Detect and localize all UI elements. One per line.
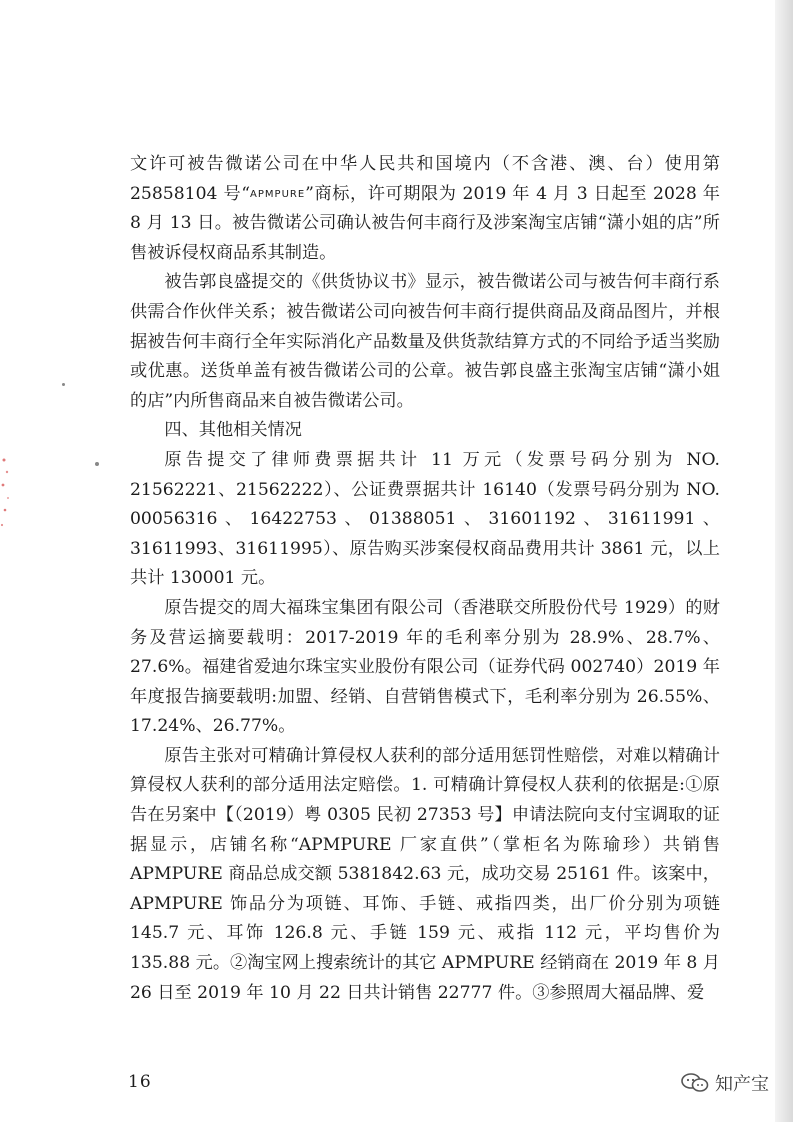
paragraph-damages-claim: 原告主张对可精确计算侵权人获利的部分适用惩罚性赔偿，对难以精确计算侵权人获利的部分适用法定赔偿。1. 可精确计算侵权人获利的依据是:①原告在另案中【（2019）粤 0305 民初 27353 号】申请法院向支付宝调取的证据显示，店铺名称“APMPURE 厂家直供”（掌柜名为陈瑜珍）共销售 APMPURE 商品总成交额 5381842.63 元，成功交易 25161 件。该案中，APMPURE 饰品分为项链、耳饰、手链、戒指四类，出厂价分别为项链 145.7 元、耳饰 126.8 元、手链 159 元、戒指 112 元，平均售价为 135.88 元。②淘宝网上搜索统计的其它 APMPURE 经销商在 2019 年 8 月 26 日至 2019 年 10 月 22 日共计销售 22777 件。③参照周大福品牌、爱	[130, 745, 720, 1003]
scan-edge	[775, 0, 793, 1122]
apmpure-trademark: APMPURE	[250, 188, 306, 200]
paragraph-gross-margin: 原告提交的周大福珠宝集团有限公司（香港联交所股份代号 1929）的财务及营运摘要载明：2017-2019 年的毛利率分别为 28.9%、28.7%、27.6%。福建省爱迪尔珠宝实业股份有限公司（证券代码 002740）2019 年年度报告摘要载明:加盟、经销、自营销售模式下，毛利率分别为 26.55%、17.24%、26.77%。	[130, 597, 720, 737]
scan-speck	[95, 462, 99, 466]
red-stamp-mark	[0, 450, 14, 540]
section-heading: 四、其他相关情况	[164, 420, 302, 441]
paragraph-supply-agreement: 被告郭良盛提交的《供货协议书》显示，被告微诺公司与被告何丰商行系供需合作伙伴关系；被告微诺公司向被告何丰商行提供商品及商品图片，并根据被告何丰商行全年实际消化产品数量及供货款结算方式的不同给予适当奖励或优惠。送货单盖有被告微诺公司的公章。被告郭良盛主张淘宝店铺“潇小姐的店”内所售商品来自被告微诺公司。	[130, 272, 720, 411]
paragraph-fees: 原告提交了律师费票据共计 11 万元（发票号码分别为 NO. 21562221、21562222）、公证费票据共计 16140（发票号码分别为 NO. 00056316、16422753、01388051、31601192、31611991、31611993、31611995）、原告购买涉案侵权商品费用共计 3861 元，以上共计 130001 元。	[130, 449, 720, 589]
scan-speck	[62, 383, 65, 386]
wechat-chat-icon	[680, 1072, 710, 1094]
page-number: 16	[128, 1072, 152, 1092]
brand-watermark	[680, 1070, 769, 1096]
document-body	[130, 150, 720, 1008]
paragraph-license: 文许可被告微诺公司在中华人民共和国境内（不含港、澳、台）使用第 25858104 号“APMPURE”商标，许可期限为 2019 年 4 月 3 日起至 2028 年 8 月 13 日。被告微诺公司确认被告何丰商行及涉案淘宝店铺“潇小姐的店”所售被诉侵权商品系其制造。	[130, 154, 720, 263]
brand-name: 知产宝	[715, 1074, 769, 1095]
